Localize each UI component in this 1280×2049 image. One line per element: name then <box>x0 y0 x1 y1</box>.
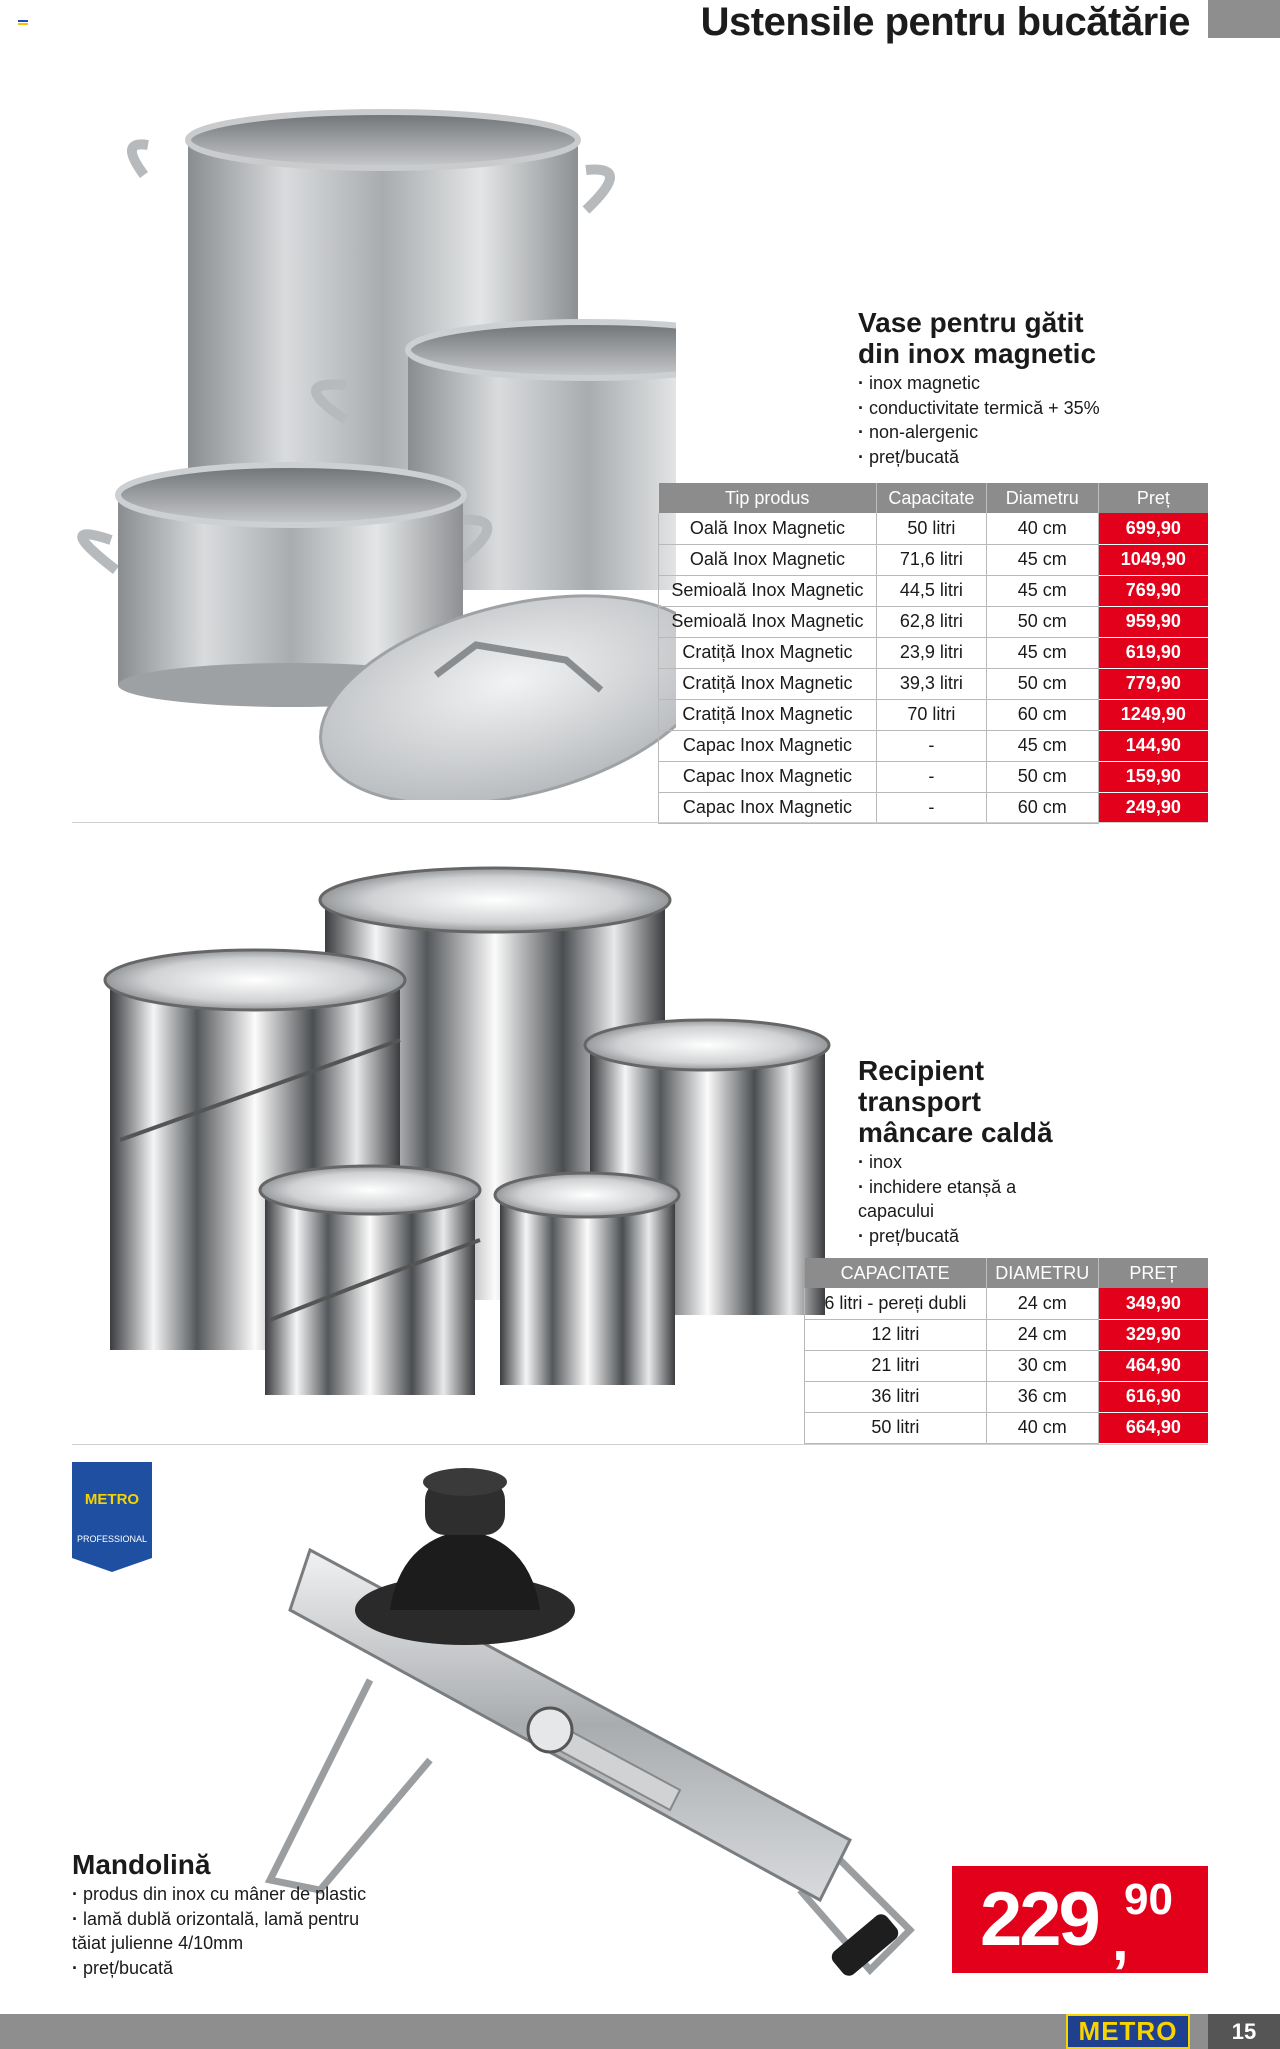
cell-price: 464,90 <box>1098 1350 1208 1381</box>
column-header-capacity: Capacitate <box>876 483 986 513</box>
cell-diameter: 36 cm <box>986 1381 1098 1412</box>
cell-capacity: 44,5 litri <box>876 575 986 606</box>
column-header-price: Preț <box>1098 483 1208 513</box>
table-row <box>659 544 1209 575</box>
price-integer: 229 <box>980 1877 1098 1962</box>
table-row <box>659 792 1209 823</box>
cell-capacity: 70 litri <box>876 699 986 730</box>
language-flag-icon <box>18 20 28 27</box>
column-header-diameter: Diametru <box>986 483 1098 513</box>
cell-diameter: 40 cm <box>986 513 1098 544</box>
cell-diameter: 45 cm <box>986 730 1098 761</box>
cell-diameter: 45 cm <box>986 575 1098 606</box>
list-item: · inchidere etanșă a capacului <box>858 1175 1068 1224</box>
cell-price: 959,90 <box>1098 606 1208 637</box>
column-header-product-type: Tip produs <box>659 483 877 513</box>
cell-diameter: 50 cm <box>986 668 1098 699</box>
mandoline-title: Mandolină <box>72 1849 211 1880</box>
cell-diameter: 60 cm <box>986 699 1098 730</box>
svg-text:PROFESSIONAL: PROFESSIONAL <box>76 1534 148 1544</box>
metro-professional-badge <box>72 1462 152 1572</box>
table-row <box>659 513 1209 544</box>
mandoline-price-tag <box>952 1866 1208 1973</box>
list-item: · inox <box>858 1150 1068 1175</box>
food-containers-image <box>100 860 840 1420</box>
column-header-diameter: DIAMETRU <box>986 1258 1098 1288</box>
cell-capacity: 50 litri <box>805 1412 987 1443</box>
table-row <box>805 1381 1209 1412</box>
price-decimals: 90 <box>1124 1875 1173 1924</box>
cell-price: 1249,90 <box>1098 699 1208 730</box>
table-row <box>805 1319 1209 1350</box>
containers-price-table <box>804 1258 1208 1444</box>
cell-diameter: 45 cm <box>986 544 1098 575</box>
cell-diameter: 60 cm <box>986 792 1098 823</box>
list-item: · preț/bucată <box>858 1224 1068 1249</box>
cell-product: Capac Inox Magnetic <box>659 761 877 792</box>
table-row <box>805 1288 1209 1319</box>
table-row <box>805 1350 1209 1381</box>
cell-diameter: 30 cm <box>986 1350 1098 1381</box>
containers-feature-list <box>858 1150 1068 1248</box>
list-item: · lamă dublă orizontală, lamă pentru tăiat julienne 4/10mm <box>72 1907 392 1956</box>
footer-bar <box>0 2014 1208 2049</box>
cell-diameter: 40 cm <box>986 1412 1098 1443</box>
cell-diameter: 50 cm <box>986 761 1098 792</box>
pots-feature-list <box>858 371 1100 469</box>
cell-capacity: - <box>876 730 986 761</box>
stainless-pots-image <box>56 100 676 800</box>
section-divider <box>72 822 1208 823</box>
list-item: · non-alergenic <box>858 420 1100 445</box>
cell-capacity: - <box>876 761 986 792</box>
containers-section-title: Recipient transport mâncare caldă <box>858 1055 1053 1148</box>
cell-price: 249,90 <box>1098 792 1208 823</box>
cell-price: 769,90 <box>1098 575 1208 606</box>
cell-price: 699,90 <box>1098 513 1208 544</box>
cell-capacity: 62,8 litri <box>876 606 986 637</box>
section-divider <box>72 1444 1208 1445</box>
svg-text:METRO: METRO <box>84 1491 140 1508</box>
cell-price: 779,90 <box>1098 668 1208 699</box>
list-item: · produs din inox cu mâner de plastic <box>72 1882 392 1907</box>
table-row <box>659 606 1209 637</box>
price-comma: , <box>1112 1906 1129 1973</box>
list-item: · conductivitate termică + 35% <box>858 396 1100 421</box>
list-item: · inox magnetic <box>858 371 1100 396</box>
cell-capacity: 21 litri <box>805 1350 987 1381</box>
cell-product: Capac Inox Magnetic <box>659 792 877 823</box>
cell-diameter: 24 cm <box>986 1288 1098 1319</box>
cell-product: Capac Inox Magnetic <box>659 730 877 761</box>
list-item: · preț/bucată <box>72 1956 392 1981</box>
cell-price: 159,90 <box>1098 761 1208 792</box>
pots-section-title: Vase pentru gătit din inox magnetic <box>858 307 1097 369</box>
title-accent-bar <box>1208 0 1280 38</box>
metro-logo: METRO <box>1066 2014 1190 2049</box>
cell-price: 349,90 <box>1098 1288 1208 1319</box>
cell-product: Cratiță Inox Magnetic <box>659 668 877 699</box>
table-row <box>659 668 1209 699</box>
page-number: 15 <box>1208 2014 1280 2049</box>
cell-capacity: 71,6 litri <box>876 544 986 575</box>
table-row <box>659 575 1209 606</box>
list-item: · preț/bucată <box>858 445 1100 470</box>
table-row <box>659 699 1209 730</box>
table-header-row <box>659 483 1209 513</box>
table-row <box>805 1412 1209 1443</box>
table-header-row <box>805 1258 1209 1288</box>
column-header-capacity: CAPACITATE <box>805 1258 987 1288</box>
cell-product: Cratiță Inox Magnetic <box>659 699 877 730</box>
cell-product: Oală Inox Magnetic <box>659 544 877 575</box>
cell-product: Cratiță Inox Magnetic <box>659 637 877 668</box>
cell-capacity: - <box>876 792 986 823</box>
mandoline-feature-list <box>72 1882 392 1980</box>
cell-product: Semioală Inox Magnetic <box>659 575 877 606</box>
cell-product: Oală Inox Magnetic <box>659 513 877 544</box>
cell-capacity: 50 litri <box>876 513 986 544</box>
cell-capacity: 12 litri <box>805 1319 987 1350</box>
cell-price: 1049,90 <box>1098 544 1208 575</box>
cell-price: 329,90 <box>1098 1319 1208 1350</box>
cell-diameter: 45 cm <box>986 637 1098 668</box>
cell-price: 619,90 <box>1098 637 1208 668</box>
cell-capacity: 36 litri <box>805 1381 987 1412</box>
pots-price-table <box>658 483 1208 824</box>
cell-capacity: 39,3 litri <box>876 668 986 699</box>
cell-diameter: 24 cm <box>986 1319 1098 1350</box>
page-title: Ustensile pentru bucătărie <box>700 0 1190 44</box>
cell-diameter: 50 cm <box>986 606 1098 637</box>
cell-price: 144,90 <box>1098 730 1208 761</box>
table-row <box>659 637 1209 668</box>
cell-capacity: 23,9 litri <box>876 637 986 668</box>
column-header-price: PREȚ <box>1098 1258 1208 1288</box>
table-row <box>659 761 1209 792</box>
cell-product: Semioală Inox Magnetic <box>659 606 877 637</box>
cell-price: 616,90 <box>1098 1381 1208 1412</box>
cell-capacity: 6 litri - pereți dubli <box>805 1288 987 1319</box>
table-row <box>659 730 1209 761</box>
cell-price: 664,90 <box>1098 1412 1208 1443</box>
